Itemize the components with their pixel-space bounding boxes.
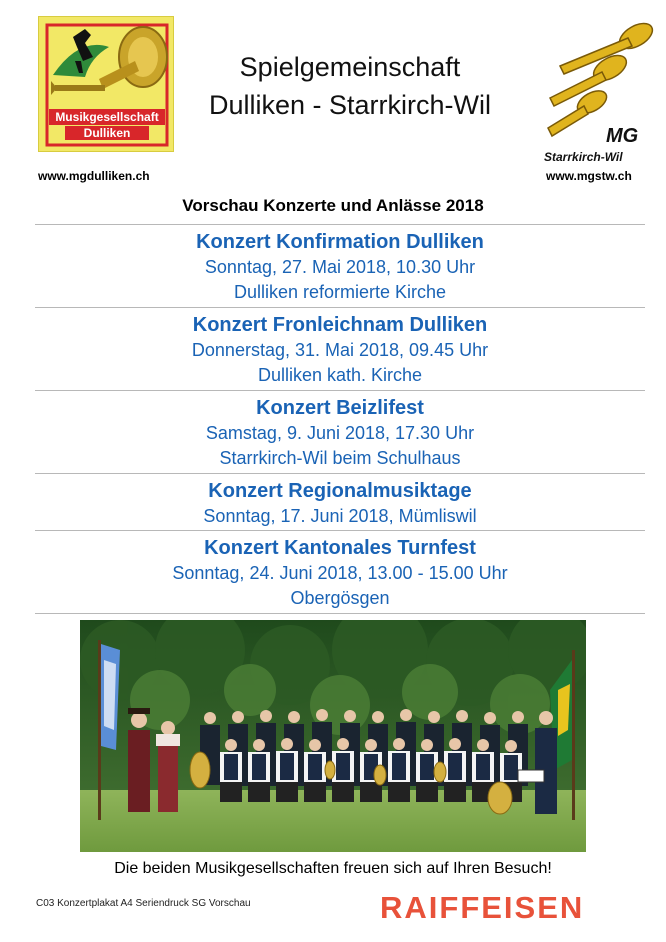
logo-dulliken-graphic: [39, 17, 174, 152]
event-date: Samstag, 9. Juni 2018, 17.30 Uhr: [205, 423, 475, 443]
print-note: C03 Konzertplakat A4 Seriendruck SG Vorschau: [36, 898, 251, 909]
logo-left-text-1: Musikgesellschaft: [55, 110, 159, 124]
divider: [35, 473, 645, 474]
divider: [35, 530, 645, 531]
event-date: Donnerstag, 31. Mai 2018, 09.45 Uhr: [191, 340, 489, 360]
divider: [35, 390, 645, 391]
divider: [35, 224, 645, 225]
title-line-1: Spielgemeinschaft: [239, 52, 461, 82]
band-group-photo: [80, 620, 586, 852]
event-location: Obergösgen: [290, 588, 390, 608]
event-name: Konzert Kantonales Turnfest: [204, 537, 476, 559]
sponsor-logo-raiffeisen: RAIFFEISEN: [380, 890, 585, 925]
logo-left-text-2: Dulliken: [83, 126, 131, 140]
logo-mg-starrkirch-wil: [540, 16, 658, 166]
event-date: Sonntag, 24. Juni 2018, 13.00 - 15.00 Uhr: [172, 563, 508, 583]
event-2: [35, 312, 645, 388]
logo-right-name: Starrkirch-Wil: [544, 150, 623, 164]
event-location: Dulliken reformierte Kirche: [233, 282, 447, 302]
closing-message: Die beiden Musikgesellschaften freuen sich auf Ihren Besuch!: [114, 860, 552, 877]
event-name: Konzert Konfirmation Dulliken: [196, 231, 484, 253]
title-line-2: Dulliken - Starrkirch-Wil: [208, 90, 492, 120]
event-3: [35, 395, 645, 471]
event-location: Starrkirch-Wil beim Schulhaus: [219, 448, 461, 468]
url-dulliken[interactable]: www.mgdulliken.ch: [38, 169, 150, 183]
event-date: Sonntag, 17. Juni 2018, Mümliswil: [203, 506, 477, 526]
band-photo-illustration: [80, 620, 586, 852]
event-name: Konzert Regionalmusiktage: [208, 480, 472, 502]
event-name: Konzert Beizlifest: [256, 397, 424, 419]
event-1: [35, 229, 645, 305]
divider: [35, 307, 645, 308]
logo-musikgesellschaft-dulliken: [38, 16, 174, 152]
event-5: [35, 535, 645, 611]
url-starrkirch[interactable]: www.mgstw.ch: [546, 169, 632, 183]
logo-right-initials: MG: [606, 125, 639, 147]
divider: [35, 613, 645, 614]
program-heading: Vorschau Konzerte und Anlässe 2018: [182, 196, 484, 215]
event-4: [35, 478, 645, 529]
event-name: Konzert Fronleichnam Dulliken: [192, 314, 488, 336]
event-location: Dulliken kath. Kirche: [257, 365, 423, 385]
logo-starrkirch-graphic: [540, 16, 658, 166]
event-date: Sonntag, 27. Mai 2018, 10.30 Uhr: [204, 257, 476, 277]
